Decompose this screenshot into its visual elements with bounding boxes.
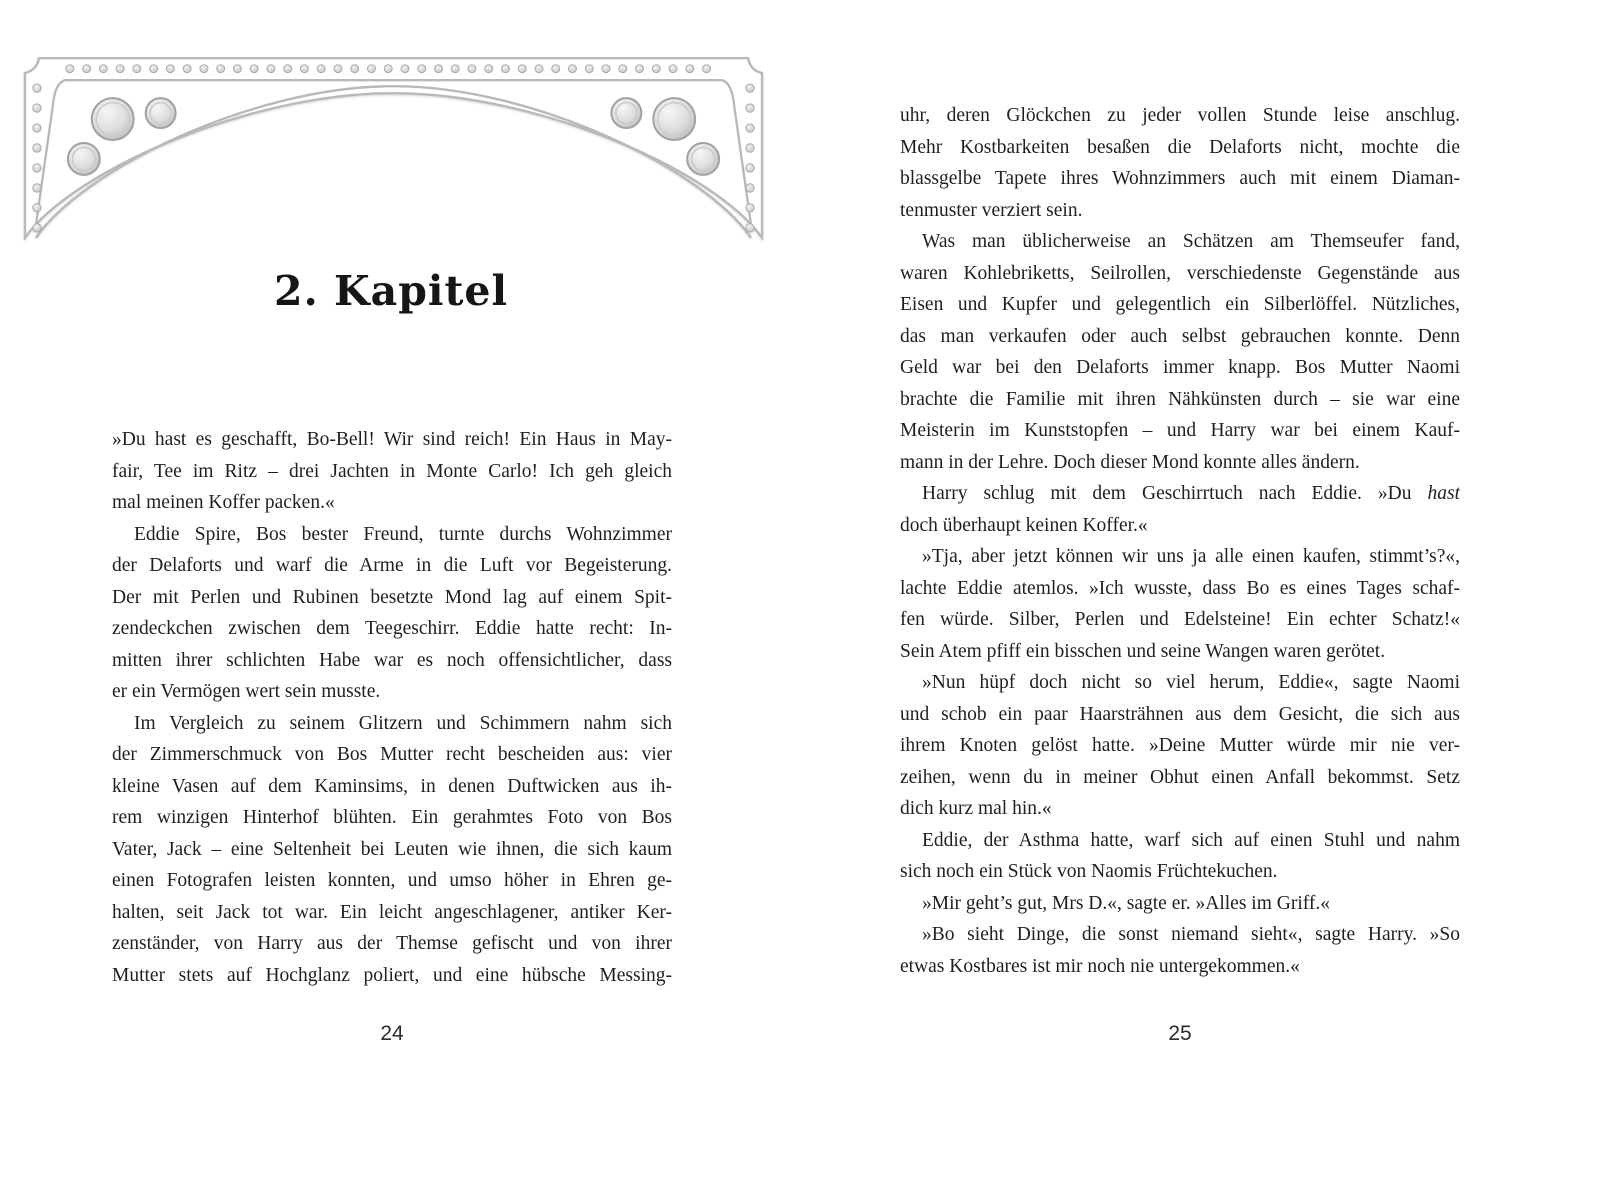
text-line: der Zimmerschmuck von Bos Mutter recht bescheiden aus: vier [112,744,672,765]
text-line: halten, seit Jack tot war. Ein leicht angeschlagener, antiker Ker- [112,901,672,923]
text-line: »Nun hüpf doch nicht so viel herum, Eddie«, sagte Naomi [922,672,1460,693]
text-line: uhr, deren Glöckchen zu jeder vollen Stunde leise anschlug. [900,105,1460,126]
text-line: blassgelbe Tapete ihres Wohnzimmers auch mit einem Diaman- [900,168,1460,189]
chapter-heading: 2. Kapitel [273,267,509,316]
text-line: »Mir geht’s gut, Mrs D.«, sagte er. »Alles im Griff.« [922,892,1331,914]
text-line: Vater, Jack – eine Seltenheit bei Leuten wie ihnen, die sich kaum [112,838,672,860]
text-line: Was man üblicherweise an Schätzen am Themseufer fand, [922,231,1460,252]
page-number-right: 25 [1168,1022,1192,1045]
text-line: brachte die Familie mit ihren Nähkünsten durch – sie war eine [900,388,1460,410]
bridge-arch-ornament-icon [22,55,765,240]
text-line: er ein Vermögen wert sein musste. [112,681,381,702]
text-line: zenständer, von Harry aus der Themse gefischt und von ihrer [112,933,672,954]
text-line: »Bo sieht Dinge, die sonst niemand sieht«, sagte Harry. »So [922,924,1460,945]
text-line: rem winzigen Hinterhof blühten. Ein gerahmtes Foto von Bos [112,807,672,828]
text-line: etwas Kostbares ist mir noch nie untergekommen.« [900,955,1300,977]
text-line: waren Kohlebriketts, Seilrollen, verschiedenste Gegenstände aus [900,262,1460,284]
left-page-text [112,424,672,991]
text-line: lachte Eddie atemlos. »Ich wusste, dass Bo es eines Tages schaf- [900,577,1460,599]
text-line: fair, Tee im Ritz – drei Jachten in Monte Carlo! Ich geh gleich [112,460,672,482]
text-line: und schob ein paar Haarsträhnen aus dem Gesicht, die sich aus [900,703,1460,725]
text-line: Eisen und Kupfer und gelegentlich ein Silberlöffel. Nützliches, [900,294,1460,315]
text-line: doch überhaupt keinen Koffer.« [900,514,1148,536]
text-line: sich noch ein Stück von Naomis Früchtekuchen. [900,861,1278,882]
text-line: Der mit Perlen und Rubinen besetzte Mond lag auf einem Spit- [112,586,672,608]
text-line: »Tja, aber jetzt können wir uns ja alle einen kaufen, stimmt’s?«, [922,546,1460,567]
text-line: Eddie, der Asthma hatte, warf sich auf einen Stuhl und nahm [922,829,1460,851]
text-line: Mehr Kostbarkeiten besaßen die Delaforts nicht, mochte die [900,136,1460,158]
text-line: tenmuster verziert sein. [900,199,1083,221]
text-line: fen würde. Silber, Perlen und Edelsteine! Ein echter Schatz!« [900,609,1460,630]
text-line: das man verkaufen oder auch selbst gebrauchen konnte. Denn [900,325,1460,347]
right-page-text [900,100,1460,982]
text-line: mann in der Lehre. Doch dieser Mond konnte alles ändern. [900,451,1360,473]
text-line: zendeckchen zwischen dem Teegeschirr. Eddie hatte recht: In- [112,618,672,639]
text-line: »Du hast es geschafft, Bo-Bell! Wir sind reich! Ein Haus in May- [112,429,672,450]
text-line: Mutter stets auf Hochglanz poliert, und eine hübsche Messing- [112,964,672,986]
text-line: Sein Atem pfiff ein bisschen und seine Wangen waren gerötet. [900,640,1386,662]
text-line: mal meinen Koffer packen.« [112,492,335,513]
text-line: Geld war bei den Delaforts immer knapp. Bos Mutter Naomi [900,357,1460,378]
text-line: mitten ihrer schlichten Habe war es noch offensichtlicher, dass [112,649,672,671]
text-line: Im Vergleich zu seinem Glitzern und Schimmern nahm sich [134,712,672,734]
text-line: dich kurz mal hin.« [900,798,1052,819]
text-line: Harry schlug mit dem Geschirrtuch nach Eddie. »Du hast [922,483,1460,504]
text-line: kleine Vasen auf dem Kaminsims, in denen Duftwicken aus ih- [112,775,672,797]
text-line: ihrem Knoten gelöst hatte. »Deine Mutter würde mir nie ver- [900,735,1460,756]
page-number-left: 24 [380,1022,404,1045]
text-line: Eddie Spire, Bos bester Freund, turnte durchs Wohnzimmer [134,523,672,545]
text-line: der Delaforts und warf die Arme in die Luft vor Begeisterung. [112,555,672,576]
text-line: zeihen, wenn du in meiner Obhut einen Anfall bekommst. Setz [900,766,1460,788]
text-line: Meisterin im Kunststopfen – und Harry war bei einem Kauf- [900,420,1460,441]
text-line: einen Fotografen leisten konnten, und umso höher in Ehren ge- [112,870,672,891]
